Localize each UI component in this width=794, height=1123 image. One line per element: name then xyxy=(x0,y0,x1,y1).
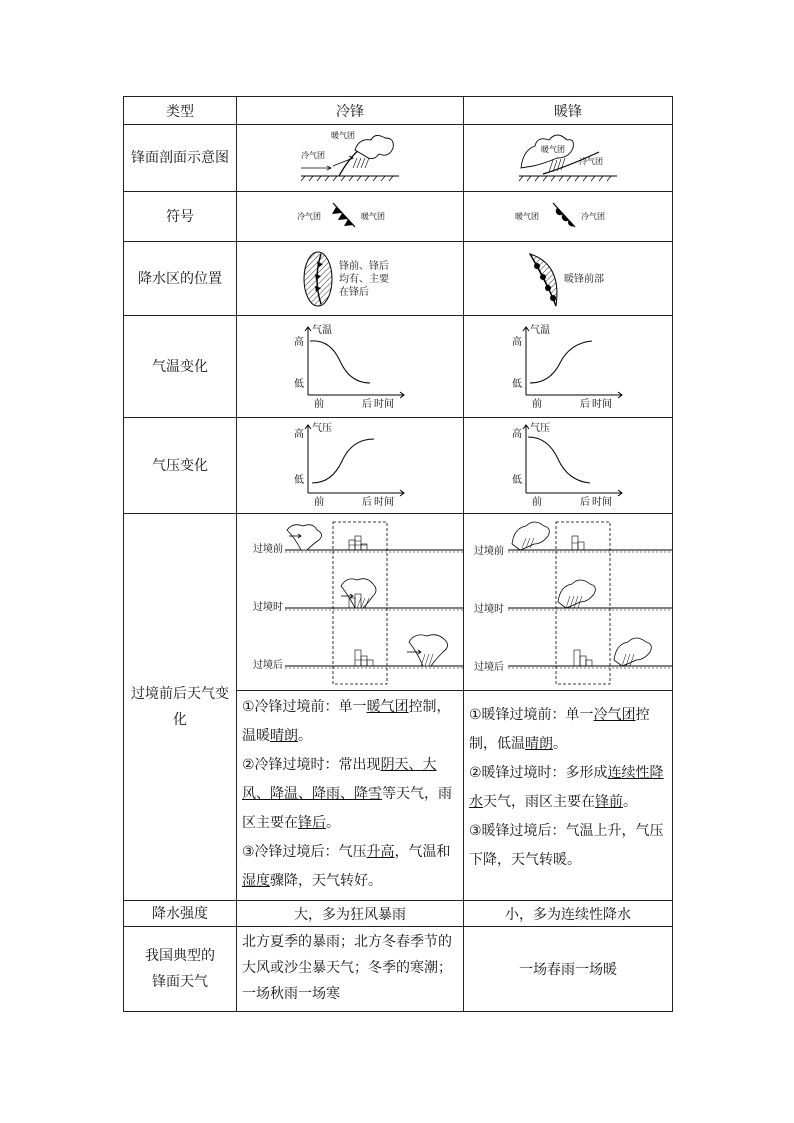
precip-area-row xyxy=(124,242,673,316)
warm-pressure-front: 前 xyxy=(532,496,542,507)
warm-p1-d: 晴朗 xyxy=(525,736,553,752)
stage-during xyxy=(253,579,463,613)
front-comparison-table xyxy=(123,96,673,1012)
warm-precip-diagram xyxy=(526,250,562,308)
cold-temp-cell xyxy=(237,316,464,418)
intensity-label: 降水强度 xyxy=(124,901,237,927)
cold-pressure-axis-label: 气压 xyxy=(312,422,332,434)
cold-p2-c: 等天气，雨区主要在 xyxy=(242,786,452,831)
pressure-change-label: 气压变化 xyxy=(124,418,237,514)
cold-pressure-low: 低 xyxy=(294,474,304,486)
warm-pressure-back: 后 xyxy=(580,496,590,507)
cold-p2-d: 锋后 xyxy=(298,815,326,831)
warm-temp-axis-label: 气温 xyxy=(530,324,550,336)
warm-pressure-cell xyxy=(464,418,673,514)
header-cold-front: 冷锋 xyxy=(237,97,464,125)
symbol-label: 符号 xyxy=(124,192,237,242)
warm-stage-after: 过境后 xyxy=(474,662,504,673)
typical-label: 我国典型的锋面天气 xyxy=(124,927,237,1012)
header-row xyxy=(124,97,673,125)
cold-weather-diagram-cell xyxy=(237,514,464,691)
cold-p2-a: ②冷锋过境时：常出现 xyxy=(242,757,381,773)
cold-stage-during: 过境时 xyxy=(253,602,283,613)
warm-pressure-graph xyxy=(508,421,628,507)
cold-p3-d: 湿度 xyxy=(242,873,270,889)
cold-pressure-time: 时间 xyxy=(374,496,394,507)
cold-p1-e: 。 xyxy=(298,728,312,744)
cold-symbol-right-label: 暖气团 xyxy=(361,211,385,221)
cold-profile-cold-air-label: 冷气团 xyxy=(301,151,325,160)
warm-temp-low: 低 xyxy=(512,378,522,390)
cold-pressure-back: 后 xyxy=(362,496,372,507)
warm-p2-e: 。 xyxy=(623,794,637,810)
warm-temp-front: 前 xyxy=(532,398,542,409)
header-warm-front: 暖锋 xyxy=(464,97,673,125)
stage-before xyxy=(253,525,463,555)
symbol-row xyxy=(124,192,673,242)
typical-row xyxy=(124,927,673,1012)
cold-p1-c: 控制，温暖 xyxy=(242,699,451,744)
warm-pressure-high: 高 xyxy=(512,428,522,440)
cold-front-passage-diagram xyxy=(237,514,463,686)
warm-precip-text: 暖锋前部 xyxy=(564,273,604,285)
cold-symbol-left-label: 冷气团 xyxy=(297,211,321,221)
warm-p1-a: ①暖锋过境前：单一 xyxy=(469,707,594,723)
warm-stage-during: 过境时 xyxy=(474,604,504,615)
cold-pressure-high: 高 xyxy=(294,428,304,440)
warm-precip-cell xyxy=(464,242,673,316)
cold-precip-text-3: 在锋后 xyxy=(339,286,369,298)
cold-symbol-cell xyxy=(237,192,464,242)
warm-symbol-left-label: 暖气团 xyxy=(515,211,539,221)
cold-p1-b: 暖气团 xyxy=(366,699,409,715)
cold-stage-after: 过境后 xyxy=(253,660,283,671)
cold-profile-cell xyxy=(237,125,464,192)
cold-temp-back: 后 xyxy=(362,398,372,409)
intensity-row xyxy=(124,901,673,927)
stage-after xyxy=(253,635,463,671)
cold-p2-e: 。 xyxy=(326,815,340,831)
cold-p3-c: ，气温和 xyxy=(394,844,451,860)
warm-profile-warm-air-label: 暖气团 xyxy=(541,145,565,154)
warm-stage-during-group xyxy=(474,580,672,615)
cold-p3-e: 骤降，天气转好。 xyxy=(270,873,382,889)
temp-change-label: 气温变化 xyxy=(124,316,237,418)
warm-stage-before-group xyxy=(474,522,672,557)
warm-p1-e: 。 xyxy=(553,736,567,752)
header-type: 类型 xyxy=(124,97,237,125)
temp-change-row xyxy=(124,316,673,418)
warm-temp-graph xyxy=(508,321,628,409)
warm-profile-cell xyxy=(464,125,673,192)
warm-p1-c: 控制，低温 xyxy=(469,707,650,752)
weather-diagram-row xyxy=(124,514,673,691)
cold-temp-front: 前 xyxy=(314,398,324,409)
cold-pressure-graph xyxy=(290,421,410,507)
warm-pressure-time: 时间 xyxy=(592,496,612,507)
warm-temp-back: 后 xyxy=(580,398,590,409)
cold-front-symbol xyxy=(295,199,405,231)
warm-temp-cell xyxy=(464,316,673,418)
cold-precip-cell xyxy=(237,242,464,316)
warm-stage-before: 过境前 xyxy=(474,546,504,557)
cold-typical: 北方夏季的暴雨；北方冬春季节的大风或沙尘暴天气；冬季的寒潮；一场秋雨一场寒 xyxy=(237,927,464,1012)
warm-profile-cold-air-label: 冷气团 xyxy=(579,157,603,166)
warm-symbol-cell xyxy=(464,192,673,242)
pressure-change-row xyxy=(124,418,673,514)
cold-p3-b: 升高 xyxy=(366,844,395,860)
warm-symbol-right-label: 冷气团 xyxy=(581,211,605,221)
profile-label: 锋面剖面示意图 xyxy=(124,125,237,192)
warm-intensity: 小，多为连续性降水 xyxy=(464,901,673,927)
cold-temp-axis-label: 气温 xyxy=(312,324,332,336)
warm-weather-text xyxy=(464,691,673,901)
warm-p1-b: 冷气团 xyxy=(593,707,636,723)
cold-p1-a: ①冷锋过境前：单一 xyxy=(242,699,367,715)
warm-p3-a: ③暖锋过境后：气温上升，气压下降，天气转暖。 xyxy=(469,823,664,868)
precip-area-label: 降水区的位置 xyxy=(124,242,237,316)
warm-temp-high: 高 xyxy=(512,336,522,348)
cold-p3-a: ③冷锋过境后：气压 xyxy=(242,844,367,860)
warm-front-symbol xyxy=(513,199,623,231)
warm-weather-diagram-cell xyxy=(464,514,673,691)
cold-pressure-front: 前 xyxy=(314,496,324,507)
cold-profile-warm-air-label: 暖气团 xyxy=(331,131,355,140)
weather-change-label: 过境前后天气变化 xyxy=(124,514,237,901)
warm-p2-a: ②暖锋过境时：多形成 xyxy=(469,765,608,781)
warm-p2-c: 天气，雨区主要在 xyxy=(483,794,595,810)
cold-temp-time: 时间 xyxy=(374,398,394,409)
cold-temp-graph xyxy=(290,321,410,409)
warm-pressure-low: 低 xyxy=(512,474,522,486)
cold-precip-text-1: 锋前、锋后 xyxy=(339,260,389,272)
cold-front-profile-diagram xyxy=(295,128,405,184)
cold-p2-b: 阴天、大风、降温、降雨、降雪 xyxy=(242,757,437,802)
warm-typical: 一场春雨一场暖 xyxy=(464,927,673,1012)
cold-pressure-cell xyxy=(237,418,464,514)
warm-stage-after-group xyxy=(474,638,672,673)
cold-precip-text-2: 均有、主要 xyxy=(339,273,389,285)
warm-front-passage-diagram xyxy=(464,514,672,686)
cold-stage-before: 过境前 xyxy=(253,544,283,555)
cold-intensity: 大，多为狂风暴雨 xyxy=(237,901,464,927)
warm-temp-time: 时间 xyxy=(592,398,612,409)
cold-temp-high: 高 xyxy=(294,336,304,348)
warm-p2-b: 连续性降水 xyxy=(469,765,664,810)
warm-p2-d: 锋前 xyxy=(595,794,623,810)
cold-temp-low: 低 xyxy=(294,378,304,390)
cold-precip-diagram xyxy=(301,250,335,308)
cold-weather-text xyxy=(237,691,464,901)
profile-row xyxy=(124,125,673,192)
cold-p1-d: 晴朗 xyxy=(270,728,298,744)
warm-front-profile-diagram xyxy=(513,128,623,184)
warm-pressure-axis-label: 气压 xyxy=(530,422,550,434)
